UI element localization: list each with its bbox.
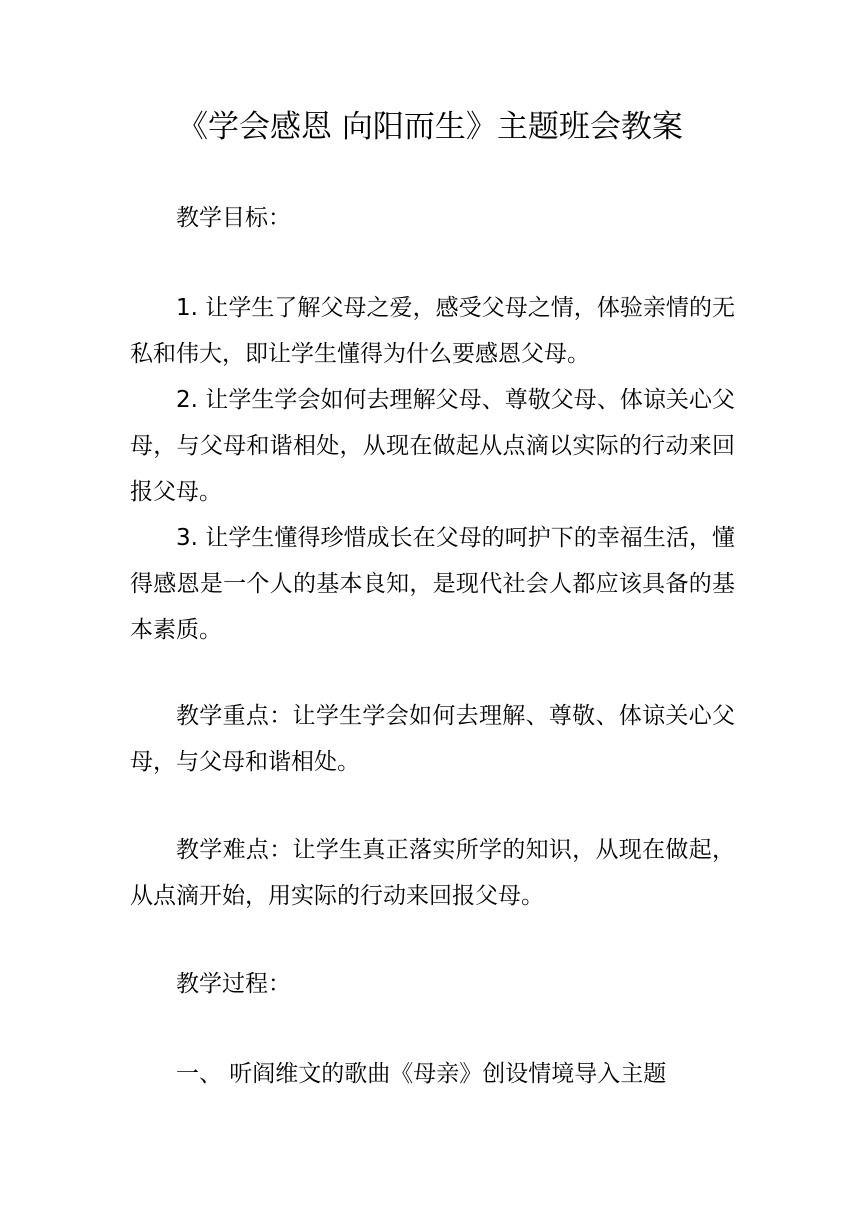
document-title: 《学会感恩 向阳而生》主题班会教案	[177, 109, 683, 145]
section-heading-1: 一、 听阎维文的歌曲《母亲》创设情境导入主题	[176, 1061, 667, 1087]
key-point-paragraph: 教学重点：让学生学会如何去理解、尊敬、体谅关心父母，与父母和谐相处。	[130, 703, 735, 775]
objective-item-2: 2. 让学生学会如何去理解父母、尊敬父母、体谅关心父母，与父母和谐相处，从现在做起从点滴以实际的行动来回报父母。	[130, 387, 735, 505]
objective-item-1: 1. 让学生了解父母之爱，感受父母之情，体验亲情的无私和伟大，即让学生懂得为什么要感恩父母。	[130, 295, 735, 367]
objectives-heading: 教学目标：	[176, 205, 291, 231]
objective-item-3: 3. 让学生懂得珍惜成长在父母的呵护下的幸福生活，懂得感恩是一个人的基本良知，是现代社会人都应该具备的基本素质。	[130, 525, 735, 643]
process-heading: 教学过程：	[176, 971, 291, 997]
difficult-point-paragraph: 教学难点：让学生真正落实所学的知识，从现在做起，从点滴开始，用实际的行动来回报父母。	[130, 837, 735, 909]
